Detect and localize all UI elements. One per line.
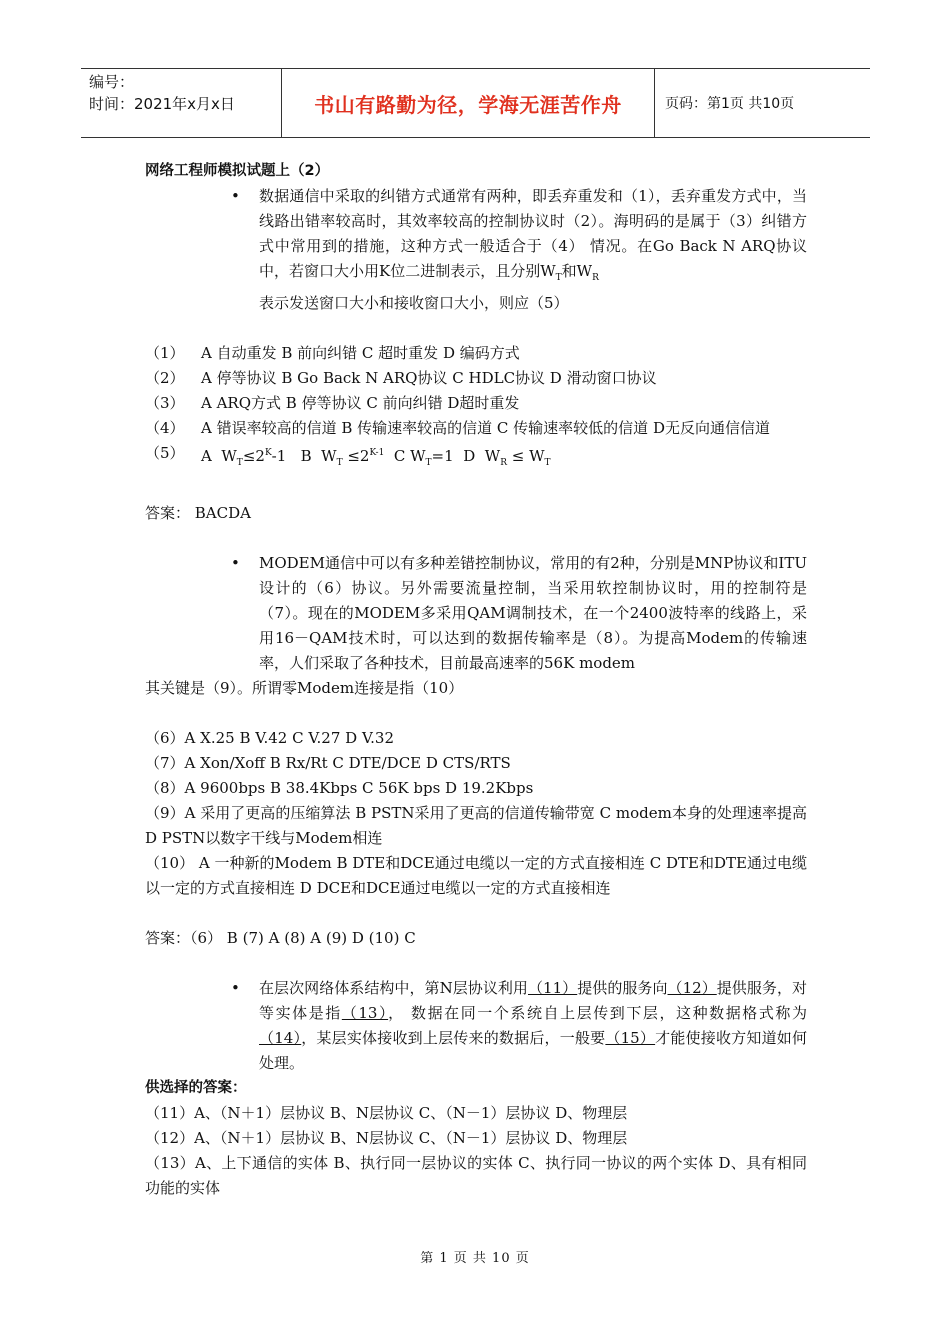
- q2-option-10: （10） A 一种新的Modem B DTE和DCE通过电缆以一定的方式直接相连 C DTE和DTE通过电缆以一定的方式直接相连 D DCE和DCE通过电缆以一定的方式直接相连: [145, 854, 807, 897]
- q2-text: MODEM通信中可以有多种差错控制协议，常用的有2种，分别是MNP协议和ITU设计的（6）协议。另外需要流量控制，当采用软控制协议时，用的控制符是（7）。现在的MODEM多采用QAM调制技术，在一个2400波特率的线路上，采用16－QAM技术时，可以达到的数据传输率是（8）。为提高Modem的传输速率，人们采取了各种技术，目前最高速率的56K modem: [259, 554, 807, 672]
- option-number: （2）: [145, 369, 185, 387]
- q1-text-part: 和W: [561, 262, 593, 280]
- option-number: （3）: [145, 394, 185, 412]
- doc-code-label: 编号：: [89, 73, 135, 91]
- q1-text-part: 表示发送窗口大小和接收窗口大小，则应（5）: [259, 294, 569, 312]
- option-text: A 错误率较高的信道 B 传输速率较高的信道 C 传输速率较低的信道 D无反向通信信道: [201, 419, 770, 437]
- question-2: [231, 551, 807, 676]
- bullet-icon: •: [231, 187, 240, 205]
- question-3: [231, 976, 807, 1076]
- blank-12: （12）: [667, 979, 717, 997]
- q3-option-13: （13）A、上下通信的实体 B、执行同一层协议的实体 C、执行同一协议的两个实体 D、具有相同功能的实体: [145, 1154, 807, 1197]
- doc-time-label: 时间：2021年x月x日: [89, 95, 235, 113]
- header-meta: [81, 69, 282, 137]
- bullet-icon: •: [231, 979, 240, 997]
- page-footer: 第 1 页 共 10 页: [420, 1251, 530, 1266]
- option-number: （1）: [145, 344, 185, 362]
- q1-option-2: [145, 366, 807, 391]
- q3-option-11: （11）A、（N＋1）层协议 B、N层协议 C、（N－1）层协议 D、物理层: [145, 1104, 628, 1122]
- q1-option-3: [145, 391, 807, 416]
- blank-13: （13）: [341, 1004, 389, 1022]
- blank-11: （11）: [527, 979, 578, 997]
- q2-option-7: （7）A Xon/Xoff B Rx/Rt C DTE/DCE D CTS/RTS: [145, 754, 511, 772]
- q3-text-part: ， 数据在同一个系统自上层传到下层，这种数据格式称为: [388, 1004, 807, 1022]
- q3-text-part: 提供服务，对等实体是指: [259, 979, 807, 1022]
- q1-option-1: [145, 341, 807, 366]
- q3-text-part: 在层次网络体系结构中，第N层协议利用: [259, 979, 528, 997]
- option-number: （4）: [145, 419, 185, 437]
- q2-option-6: （6）A X.25 B V.42 C V.27 D V.32: [145, 729, 395, 747]
- subscript: T: [555, 273, 562, 283]
- document-title: 网络工程师模拟试题上（2）: [145, 163, 330, 179]
- q2-continuation: 其关键是（9）。所谓零Modem连接是指（10）: [145, 679, 464, 697]
- header-page-cell: [655, 69, 870, 137]
- q1-option-4: [145, 416, 807, 441]
- option-text: A ARQ方式 B 停等协议 C 前向纠错 D超时重发: [201, 394, 520, 412]
- header-page-number: 页码：第1页 共10页: [665, 96, 795, 112]
- header-motto-cell: [282, 69, 655, 137]
- q2-option-8: （8）A 9600bps B 38.4Kbps C 56K bps D 19.2Kbps: [145, 779, 534, 797]
- blank-14: （14）: [259, 1029, 302, 1047]
- option-text-formula: A $W_T\le 2^K-1$ B $W_T \le 2^{K-1}$ C $W_T=1$ D $W_R \le W_T$: [201, 447, 551, 468]
- option-number: （5）: [145, 444, 185, 462]
- q2-answer: 答案：（6） B (7) A (8) A (9) D (10) C: [145, 929, 416, 947]
- option-text: A 停等协议 B Go Back N ARQ协议 C HDLC协议 D 滑动窗口协议: [201, 369, 657, 387]
- question-1: [231, 184, 807, 316]
- bullet-icon: •: [231, 554, 240, 572]
- q1-option-5: [145, 441, 807, 476]
- q3-text-part: 提供的服务向: [577, 979, 668, 997]
- option-text: A 自动重发 B 前向纠错 C 超时重发 D 编码方式: [201, 344, 520, 362]
- q3-text-part: ，某层实体接收到上层传来的数据后，一般要: [301, 1029, 606, 1047]
- document-body: [145, 159, 807, 1201]
- header-motto: 书山有路勤为径，学海无涯苦作舟: [314, 92, 622, 117]
- q2-option-9: （9）A 采用了更高的压缩算法 B PSTN采用了更高的信道传输带宽 C modem本身的处理速率提高 D PSTN以数字干线与Modem相连: [145, 804, 807, 847]
- subscript: R: [592, 273, 599, 283]
- q3-text-part: 才能使接收方知道如何处理。: [259, 1029, 807, 1072]
- blank-15: （15）: [605, 1029, 656, 1047]
- choices-label: 供选择的答案：: [145, 1080, 247, 1096]
- q1-text-part: 数据通信中采取的纠错方式通常有两种，即丢弃重发和（1），丢弃重发方式中，当线路出错率较高时，其效率较高的控制协议时（2）。海明码的是属于（3）纠错方式中常用到的措施，这种方式一般适合于（4） 情况。在Go Back N ARQ协议中，若窗口大小用K位二进制表示，且分别W: [259, 187, 807, 280]
- q1-answer: 答案： BACDA: [145, 504, 251, 522]
- page-header: [81, 68, 870, 138]
- q3-option-12: （12）A、（N＋1）层协议 B、N层协议 C、（N－1）层协议 D、物理层: [145, 1129, 628, 1147]
